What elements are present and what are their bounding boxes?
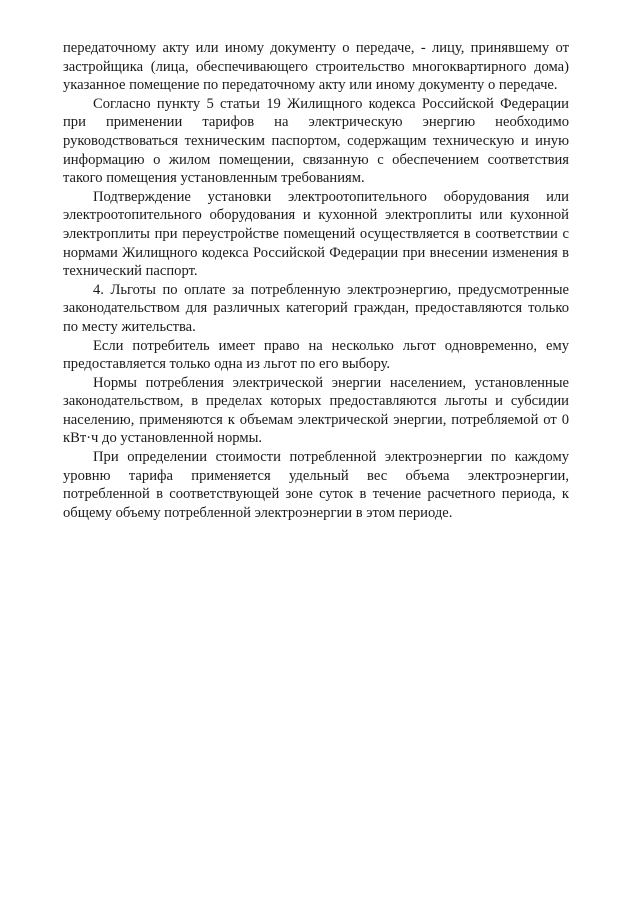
document-body: [63, 39, 569, 522]
paragraph-consumption-norms: Нормы потребления электрической энергии населением, установленные законодательством, в пределах которых предоставляются льготы и субсидии населению, применяются к объемам электрической энергии, потребляемой от 0 кВт·ч до установленной нормы.: [63, 374, 569, 447]
paragraph-equipment-confirmation: Подтверждение установки электроотопительного оборудования или электроотопительного оборудования и кухонной электроплиты или кухонной электроплиты при переустройстве помещений осуществляется в соответствии с нормами Жилищного кодекса Российской Федерации при внесении изменения в технический паспорт.: [63, 188, 569, 280]
paragraph-transfer-act: передаточному акту или иному документу о передаче, - лицу, принявшему от застройщика (лица, обеспечивающего строительство многоквартирного дома) указанное помещение по передаточному акту или иному документу о передаче.: [63, 40, 569, 94]
paragraph-multiple-benefits: Если потребитель имеет право на несколько льгот одновременно, ему предоставляется только одна из льгот по его выбору.: [63, 337, 569, 373]
paragraph-technical-passport: Согласно пункту 5 статьи 19 Жилищного кодекса Российской Федерации при применении тарифов на электрическую энергию необходимо руководствоваться техническим паспортом, содержащим техническую и иную информацию о жилом помещении, связанную с обеспечением соответствия такого помещения установленным требованиям.: [63, 95, 569, 187]
paragraph-tariff-calculation: При определении стоимости потребленной электроэнергии по каждому уровню тарифа применяется удельный вес объема электроэнергии, потребленной в соответствующей зоне суток в течение расчетного периода, к общему объему потребленной электроэнергии в этом периоде.: [63, 449, 569, 521]
paragraph-benefits: 4. Льготы по оплате за потребленную электроэнергию, предусмотренные законодательством для различных категорий граждан, предоставляются только по месту жительства.: [63, 281, 569, 335]
